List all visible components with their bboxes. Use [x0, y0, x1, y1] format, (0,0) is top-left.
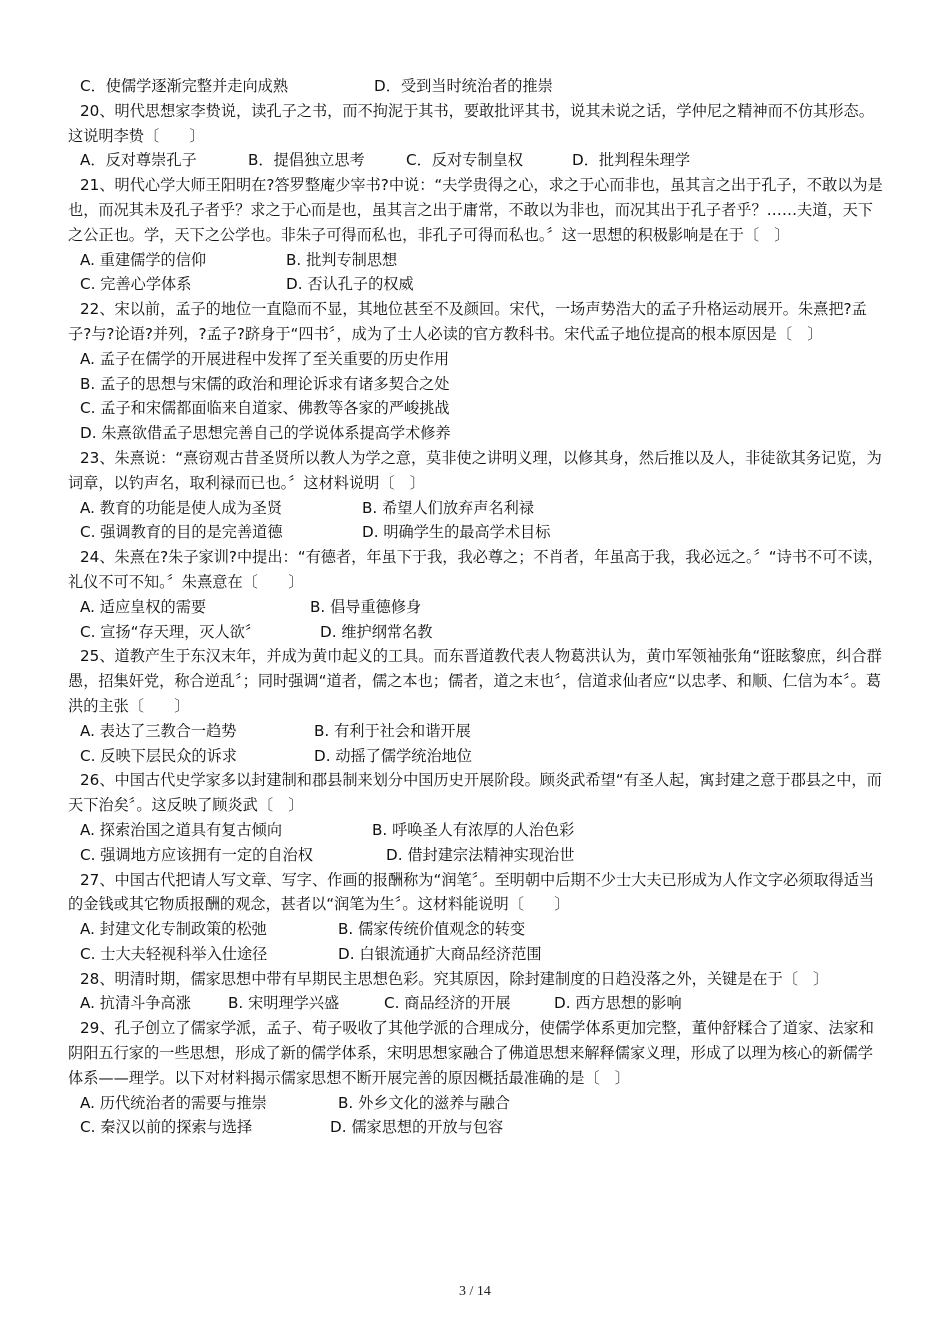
option-row: [80, 272, 886, 297]
question-20-stem: 20、明代思想家李贽说，读孔子之书，而不拘泥于其书，要敢批评其书，说其未说之话，学仲尼之精神而不仿其形态。这说明李贽〔 〕: [68, 101, 874, 145]
option-a: A. 重建儒学的信仰: [80, 250, 207, 269]
option-c: C. 宣扬“存天理，灭人欲〞: [80, 622, 261, 641]
option-a: A. 适应皇权的需要: [80, 597, 207, 616]
question-24-stem: 24、朱熹在?朱子家训?中提出：“有德者，年虽下于我，我必尊之；不肖者，年虽高于我，我必远之。〞“诗书不可不读，礼仪不可不知。〞朱熹意在〔 〕: [68, 548, 883, 591]
option-b: B．提倡独立思考: [248, 151, 365, 170]
option-c: C．反对专制皇权: [406, 151, 523, 170]
option-b: B. 希望人们放弃声名利禄: [362, 498, 534, 517]
option-row: [80, 74, 886, 99]
option-a: A. 表达了三教合一趋势: [80, 721, 237, 740]
option-row: [80, 496, 886, 521]
option-row: [80, 620, 886, 645]
option-a: A. 教育的功能是使人成为圣贤: [80, 498, 283, 517]
question-23-stem: 23、朱熹说：“熹窃观古昔圣贤所以教人为学之意，莫非使之讲明义理，以修其身，然后推以及人，非徒欲其务记览，为词章，以钓声名，取利禄而已也。〞这材料说明〔 〕: [68, 448, 882, 492]
option-d: D．批判程朱理学: [572, 151, 691, 170]
option-a: A. 孟子在儒学的开展进程中发挥了至关重要的历史作用: [80, 349, 450, 368]
option-c: C. 强调地方应该拥有一定的自治权: [80, 845, 313, 864]
question-29-stem: 29、孔子创立了儒家学派，孟子、荀子吸收了其他学派的合理成分，使儒学体系更加完整，董仲舒糅合了道家、法家和阴阳五行家的一些思想，形成了新的儒学体系，宋明思想家融合了佛道思想来解释儒家义理，形成了以理为核心的新儒学体系——理学。以下对材料揭示儒家思想不断开展完善的原因概括最准确的是〔 〕: [68, 1019, 874, 1087]
option-c: C. 秦汉以前的探索与选择: [80, 1118, 253, 1137]
option-d: D. 西方思想的影响: [554, 994, 682, 1013]
option-row: [80, 942, 886, 967]
option-c: C. 商品经济的开展: [384, 994, 511, 1013]
option-row: [80, 744, 886, 769]
question-25-stem: 25、道教产生于东汉末年，并成为黄巾起义的工具。而东晋道教代表人物葛洪认为，黄巾军领袖张角“诳眩黎庶，纠合群愚，招集奸党，称合逆乱〞；同时强调“道者，儒之本也；儒者，道之末也〞，信道求仙者应“以忠孝、和顺、仁信为本〞。葛洪的主张〔 〕: [68, 647, 882, 715]
question-26-stem: 26、中国古代史学家多以封建制和郡县制来划分中国历史开展阶段。顾炎武希望“有圣人起，寓封建之意于郡县之中，而天下治矣〞。这反映了顾炎武〔 〕: [68, 771, 882, 815]
option-c: C. 强调教育的目的是完善道德: [80, 523, 283, 542]
option-d: D. 朱熹欲借孟子思想完善自己的学说体系提高学术修养: [80, 424, 451, 443]
option-a: A. 探索治国之道具有复古倾向: [80, 820, 283, 839]
question-22-stem: 22、宋以前，孟子的地位一直隐而不显，其地位甚至不及颜回。宋代，一场声势浩大的孟子升格运动展开。朱熹把?孟子?与?论语?并列，?孟子?跻身于“四书〞，成为了士人必读的官方教科书。宋代孟子地位提高的根本原因是〔 〕: [68, 300, 867, 343]
option-b: B. 宋明理学兴盛: [228, 994, 340, 1013]
document-page: [68, 74, 886, 1140]
option-c: C. 完善心学体系: [80, 275, 192, 294]
option-row: [80, 595, 886, 620]
page-number: 3 / 14: [459, 1284, 491, 1299]
option-b: B. 呼唤圣人有浓厚的人治色彩: [372, 820, 575, 839]
question-21-stem: 21、明代心学大师王阳明在?答罗整庵少宰书?中说：“夫学贵得之心，求之于心而非也，虽其言之出于孔子，不敢以为是也，而况其未及孔子者乎？求之于心而是也，虽其言之出于庸常，不敢以为非也，而况其出于孔子者乎？……夫道，天下之公正也。学，天下之公学也。非朱子可得而私也，非孔子可得而私也。〞这一思想的积极影响是在于〔 〕: [68, 176, 883, 244]
option-d: D. 明确学生的最高学术目标: [362, 523, 551, 542]
option-b: B. 有利于社会和谐开展: [314, 721, 471, 740]
option-c: C. 反映下层民众的诉求: [80, 746, 237, 765]
option-row: [80, 248, 886, 273]
option-row: [80, 991, 886, 1016]
option-d: D. 否认孔子的权威: [286, 275, 414, 294]
option-b: B. 倡导重德修身: [310, 597, 422, 616]
option-row: [80, 1091, 886, 1116]
option-d: D. 借封建宗法精神实现治世: [386, 845, 575, 864]
option-d: D. 儒家思想的开放与包容: [330, 1118, 504, 1137]
option-row: [80, 917, 886, 942]
option-d: D. 动摇了儒学统治地位: [314, 746, 473, 765]
question-28-stem: 28、明清时期，儒家思想中带有早期民主思想色彩。究其原因，除封建制度的日趋没落之外，关键是在于〔 〕: [80, 969, 829, 988]
question-27-stem: 27、中国古代把请人写文章、写字、作画的报酬称为“润笔〞。至明朝中后期不少士大夫已形成为人作文字必须取得适当的金钱或其它物质报酬的观念，甚者以“润笔为生〞。这材料能说明〔 〕: [68, 870, 875, 914]
option-d: D. 维护纲常名教: [320, 622, 433, 641]
option-a: A. 抗清斗争高涨: [80, 994, 191, 1013]
option-c: C. 士大夫轻视科举入仕途径: [80, 944, 268, 963]
option-d: D．受到当时统治者的推崇: [374, 77, 553, 95]
option-row: [80, 818, 886, 843]
option-b: B. 孟子的思想与宋儒的政治和理论诉求有诸多契合之处: [80, 374, 450, 393]
option-a: A. 封建文化专制政策的松弛: [80, 920, 267, 939]
option-row: [80, 520, 886, 545]
option-a: A．反对尊崇孔子: [80, 151, 197, 170]
option-b: B. 批判专制思想: [286, 250, 398, 269]
option-c: C．使儒学逐渐完整并走向成熟: [80, 77, 289, 95]
option-row: [80, 148, 886, 173]
option-c: C. 孟子和宋儒都面临来自道家、佛教等各家的严峻挑战: [80, 399, 450, 418]
option-row: [80, 1115, 886, 1140]
option-b: B. 儒家传统价值观念的转变: [338, 920, 526, 939]
option-a: A. 历代统治者的需要与推崇: [80, 1093, 267, 1112]
option-b: B. 外乡文化的滋养与融合: [338, 1093, 510, 1112]
option-row: [80, 843, 886, 868]
option-row: [80, 719, 886, 744]
option-d: D. 白银流通扩大商品经济范围: [338, 944, 542, 963]
